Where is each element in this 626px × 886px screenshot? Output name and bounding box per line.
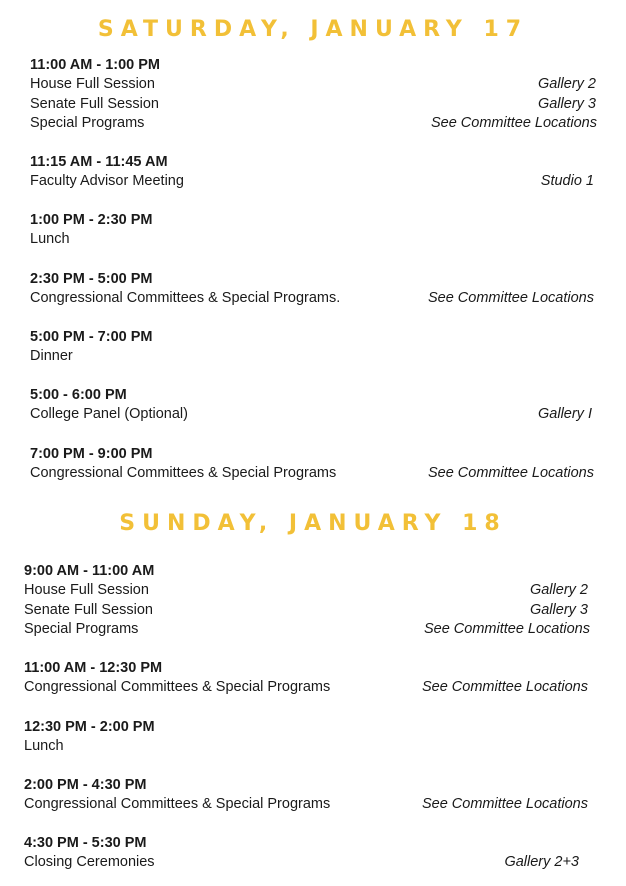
event-location: See Committee Locations [423, 621, 590, 637]
time-slot [30, 385, 592, 425]
slot-time: 2:00 PM - 4:30 PM [24, 777, 147, 793]
event-location: Gallery 2 [537, 76, 596, 92]
event-location: Gallery I [538, 406, 592, 422]
event-location: See Committee Locations [421, 679, 588, 695]
event-location: See Committee Locations [427, 290, 594, 306]
day-heading-sunday: SUNDAY, JANUARY 18 [119, 511, 507, 536]
slot-time: 7:00 PM - 9:00 PM [30, 446, 153, 462]
event-name: House Full Session [24, 582, 149, 598]
time-slot [30, 269, 594, 309]
event-location: See Committee Locations [430, 115, 597, 131]
time-slot [24, 717, 588, 757]
event-location: Studio 1 [540, 173, 594, 189]
event-name: Congressional Committees & Special Programs [24, 679, 331, 695]
slot-time: 5:00 - 6:00 PM [30, 387, 127, 403]
event-name: Congressional Committees & Special Programs [24, 796, 331, 812]
event-name: College Panel (Optional) [30, 406, 188, 422]
event-name: Special Programs [30, 115, 145, 131]
event-name: Congressional Committees & Special Programs. [30, 290, 341, 306]
time-slot [24, 658, 588, 698]
slot-time: 12:30 PM - 2:00 PM [24, 719, 155, 735]
event-name: Lunch [30, 231, 70, 247]
time-slot [30, 55, 596, 134]
schedule-row [30, 95, 596, 115]
schedule-row [24, 601, 590, 621]
event-location: Gallery 2+3 [504, 854, 579, 870]
time-slot [30, 210, 594, 250]
schedule-row [30, 289, 594, 309]
schedule-row [24, 620, 590, 640]
schedule-row [24, 678, 588, 698]
event-name: Dinner [30, 348, 73, 364]
event-name: Congressional Committees & Special Programs [30, 465, 337, 481]
slot-time: 5:00 PM - 7:00 PM [30, 329, 153, 345]
schedule-row [30, 230, 594, 250]
slot-time: 9:00 AM - 11:00 AM [24, 563, 155, 579]
schedule-row [30, 172, 594, 192]
slot-time: 2:30 PM - 5:00 PM [30, 271, 153, 287]
day-heading-saturday: SATURDAY, JANUARY 17 [97, 17, 529, 42]
event-location: Gallery 3 [537, 95, 596, 112]
time-slot [30, 327, 594, 367]
schedule-row [24, 737, 588, 757]
event-name: Senate Full Session [24, 601, 153, 618]
slot-time: 11:00 AM - 12:30 PM [24, 660, 163, 676]
event-name: Faculty Advisor Meeting [30, 173, 184, 189]
schedule-row [30, 75, 596, 95]
slot-time: 4:30 PM - 5:30 PM [24, 835, 147, 851]
time-slot [24, 775, 588, 815]
event-name: House Full Session [30, 76, 155, 92]
schedule-row [30, 114, 596, 134]
time-slot [24, 833, 579, 873]
time-slot [24, 561, 590, 640]
event-name: Senate Full Session [30, 95, 159, 112]
event-location: Gallery 3 [529, 601, 588, 618]
event-name: Lunch [24, 738, 64, 754]
time-slot [30, 444, 594, 484]
schedule-row [30, 347, 594, 367]
slot-time: 11:15 AM - 11:45 AM [30, 154, 168, 170]
schedule-row [30, 405, 592, 425]
event-location: Gallery 2 [529, 582, 588, 598]
event-location: See Committee Locations [427, 465, 594, 481]
slot-time: 11:00 AM - 1:00 PM [30, 57, 161, 73]
schedule-row [30, 464, 594, 484]
event-name: Closing Ceremonies [24, 854, 155, 870]
event-name: Special Programs [24, 621, 139, 637]
time-slot [30, 152, 594, 192]
schedule-row [24, 581, 590, 601]
event-location: See Committee Locations [421, 796, 588, 812]
schedule-row [24, 795, 588, 815]
schedule-row [24, 853, 579, 873]
slot-time: 1:00 PM - 2:30 PM [30, 212, 153, 228]
